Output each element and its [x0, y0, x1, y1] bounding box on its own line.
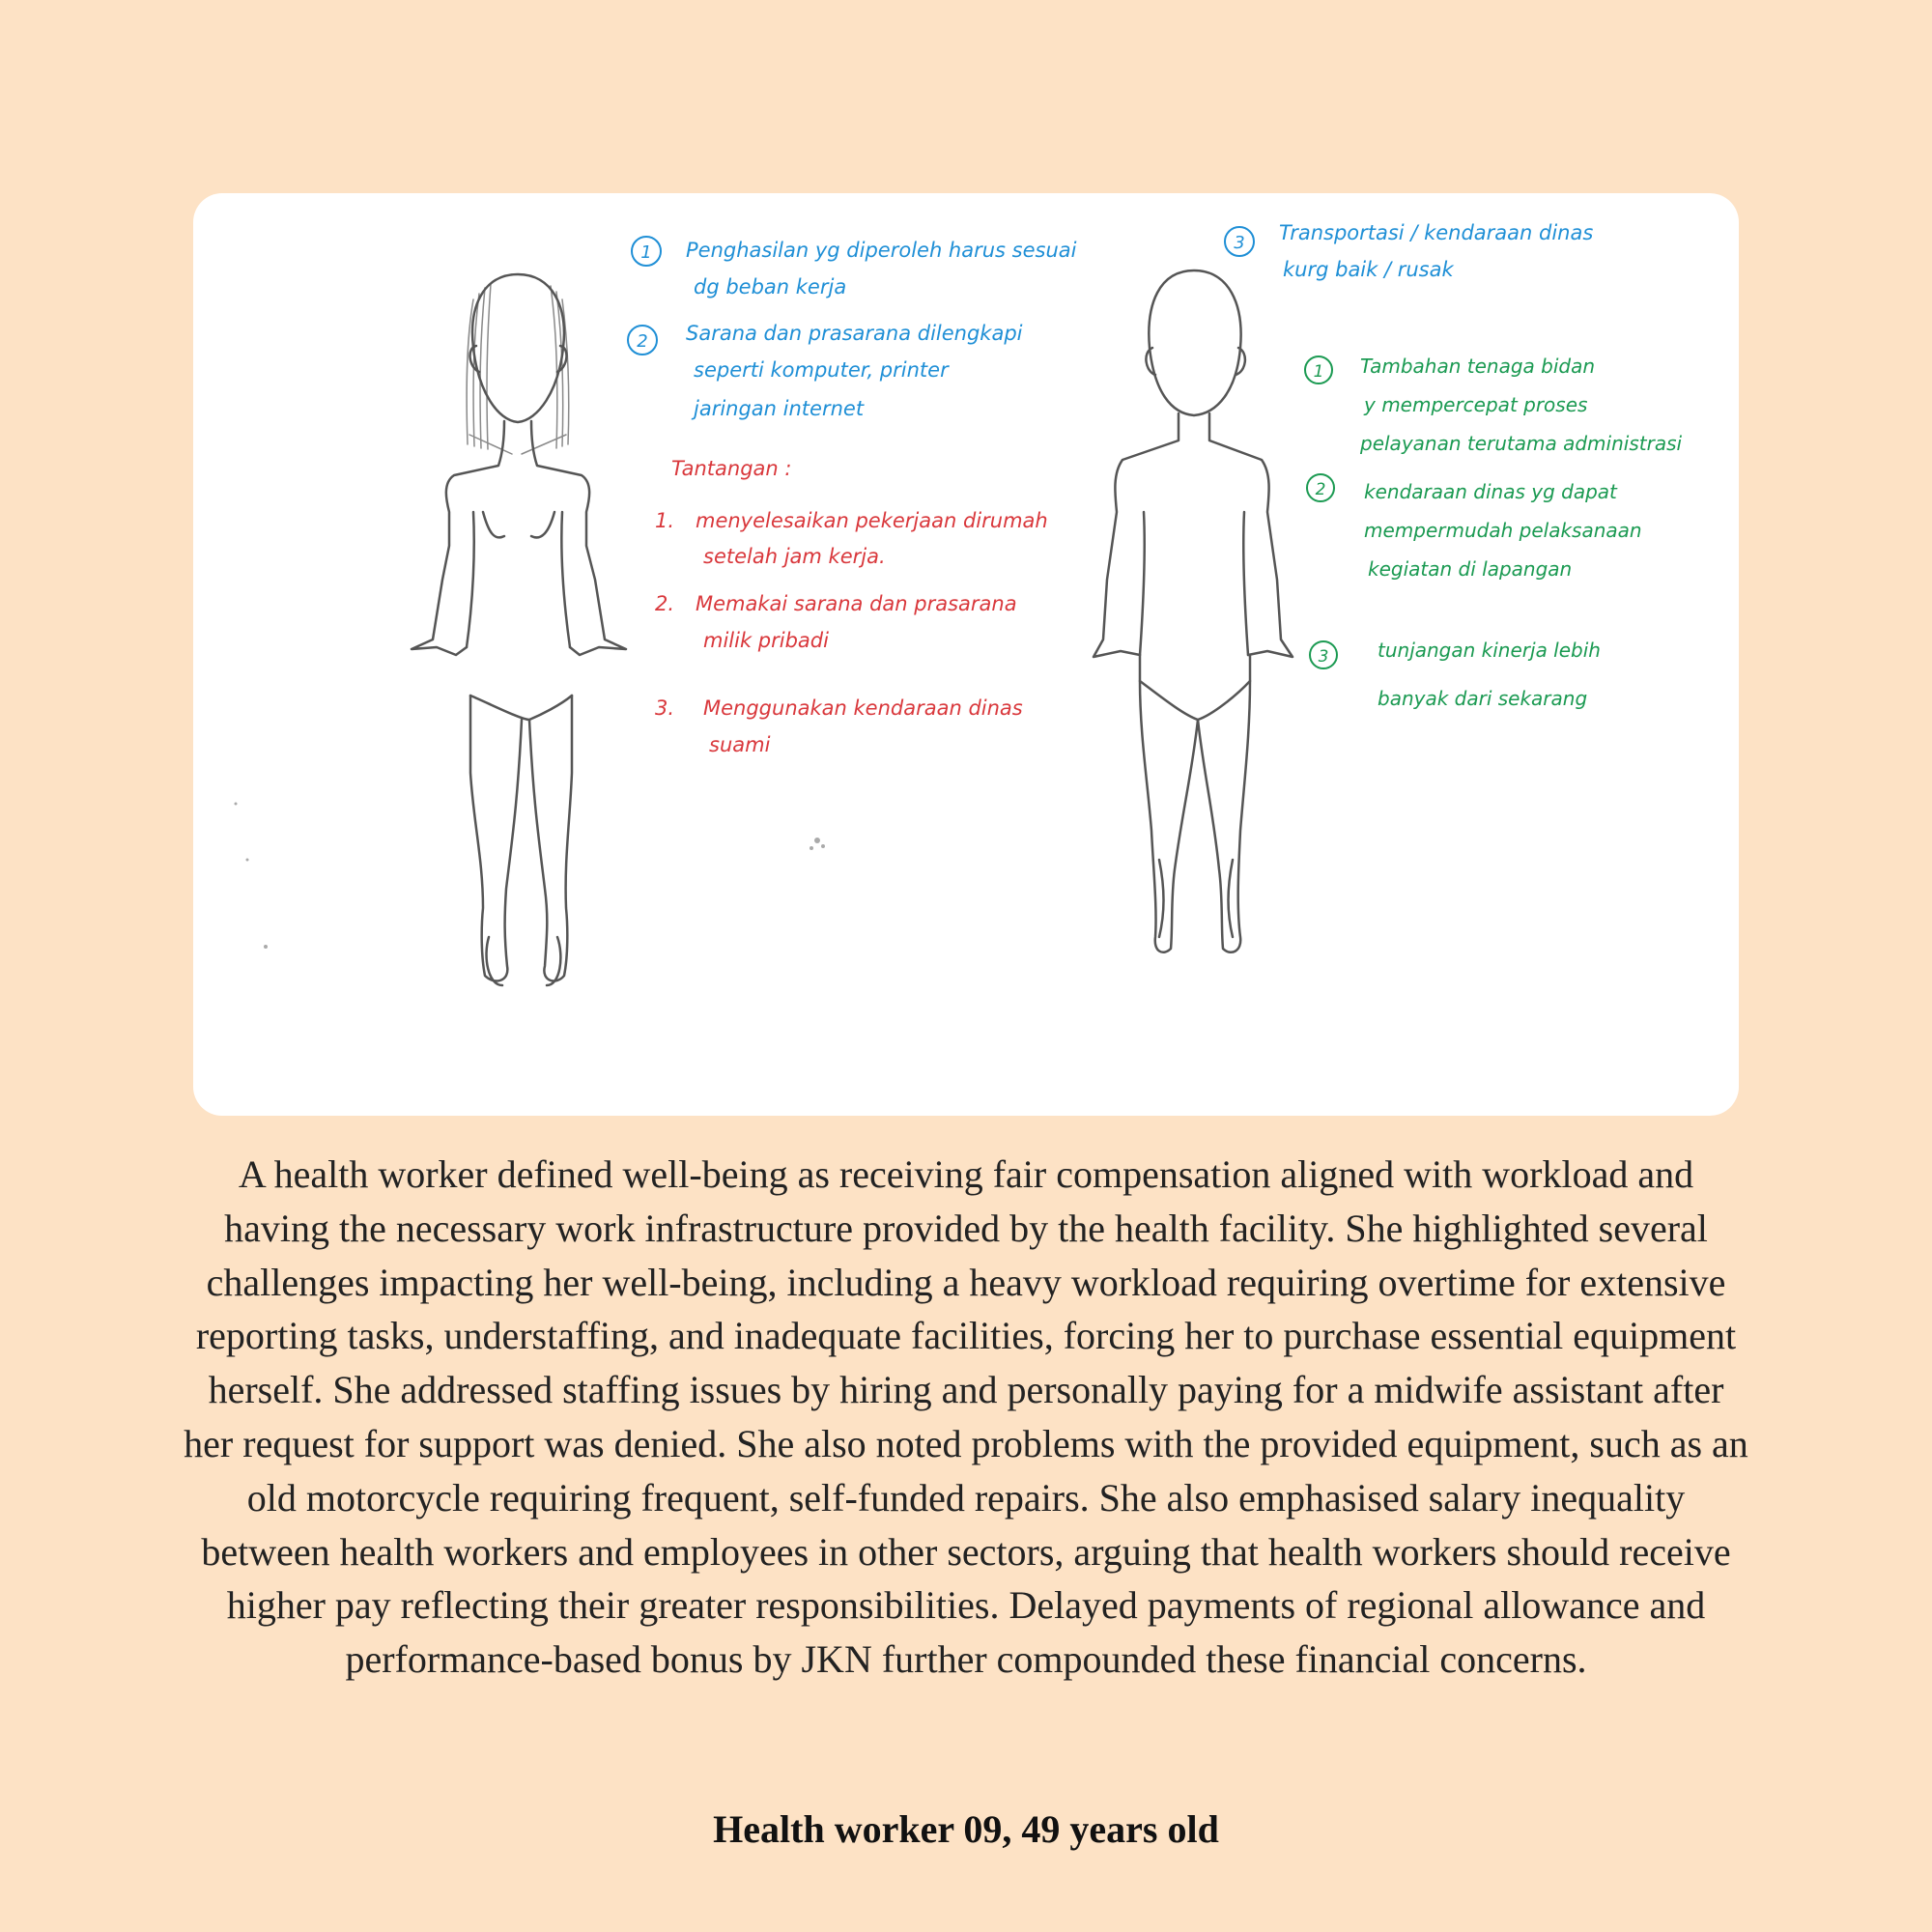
red-number-1: 1. — [655, 509, 675, 532]
green-marker-3: 3 — [1318, 647, 1329, 667]
blue-note-1-line1: Penghasilan yg diperoleh harus sesuai — [686, 239, 1077, 262]
blue-note-2-line3: jaringan internet — [694, 397, 865, 420]
blue-note-3-line1: Transportasi / kendaraan dinas — [1279, 221, 1594, 244]
red-item-1-line1: menyelesaikan pekerjaan dirumah — [696, 509, 1048, 532]
green-marker-1: 1 — [1313, 362, 1324, 382]
blue-marker-1: 1 — [640, 242, 652, 263]
male-figure-sketch — [1094, 270, 1293, 952]
blue-note-2-line2: seperti komputer, printer — [694, 358, 949, 382]
drawing-card — [193, 193, 1739, 1116]
red-item-3-line1: Menggunakan kendaraan dinas — [703, 696, 1023, 720]
green-marker-2: 2 — [1315, 480, 1326, 499]
green-note-1-line3: pelayanan terutama administrasi — [1360, 432, 1683, 455]
green-note-2-line3: kegiatan di lapangan — [1368, 557, 1573, 581]
green-note-3-line2: banyak dari sekarang — [1378, 687, 1588, 710]
participant-credit: Health worker 09, 49 years old — [713, 1807, 1219, 1851]
caption-paragraph: A health worker defined well-being as receiving fair compensation aligned with workload and having the necessary work infrastructure provided by the health facility. She highlighted several challenges impacting her well-being, including a heavy workload requiring overtime for extensive reporting tasks, understaffing, and inadequate facilities, forcing her to purchase essential equipment herself. She addressed staffing issues by hiring and personally paying for a midwife assistant after her request for support was denied. She also noted problems with the provided equipment, such as an old motorcycle requiring frequent, self-funded repairs. She also emphasised salary inequality between health workers and employees in other sectors, arguing that health workers should receive higher pay reflecting their greater responsibilities. Delayed payments of regional allowance and performance-based bonus by JKN further compounded these financial concerns. — [184, 1152, 1748, 1682]
green-annotations — [1305, 355, 1682, 710]
green-note-2-line2: mempermudah pelaksanaan — [1364, 519, 1642, 542]
hair-shading — [467, 284, 569, 454]
blue-note-1-line2: dg beban kerja — [694, 275, 847, 298]
red-item-2-line2: milik pribadi — [703, 629, 829, 652]
female-figure-sketch — [412, 274, 626, 985]
blue-note-3-line2: kurg baik / rusak — [1283, 258, 1454, 281]
red-number-2: 2. — [655, 592, 675, 615]
hand-drawn-sketch — [193, 193, 1739, 1116]
stray-pencil-marks — [235, 803, 826, 950]
red-item-1-line2: setelah jam kerja. — [703, 545, 886, 568]
red-number-3: 3. — [655, 696, 675, 720]
blue-note-2-line1: Sarana dan prasarana dilengkapi — [686, 322, 1023, 345]
red-item-3-line2: suami — [709, 733, 771, 756]
green-note-3-line1: tunjangan kinerja lebih — [1378, 639, 1601, 662]
green-note-1-line1: Tambahan tenaga bidan — [1360, 355, 1596, 378]
red-title: Tantangan : — [671, 457, 792, 480]
blue-marker-3: 3 — [1234, 233, 1245, 253]
blue-annotations — [628, 221, 1596, 420]
green-note-1-line2: y mempercepat proses — [1364, 393, 1588, 416]
blue-marker-2: 2 — [637, 331, 648, 352]
green-note-2-line1: kendaraan dinas yg dapat — [1364, 480, 1617, 503]
red-annotations — [655, 457, 1048, 756]
red-item-2-line1: Memakai sarana dan prasarana — [696, 592, 1017, 615]
